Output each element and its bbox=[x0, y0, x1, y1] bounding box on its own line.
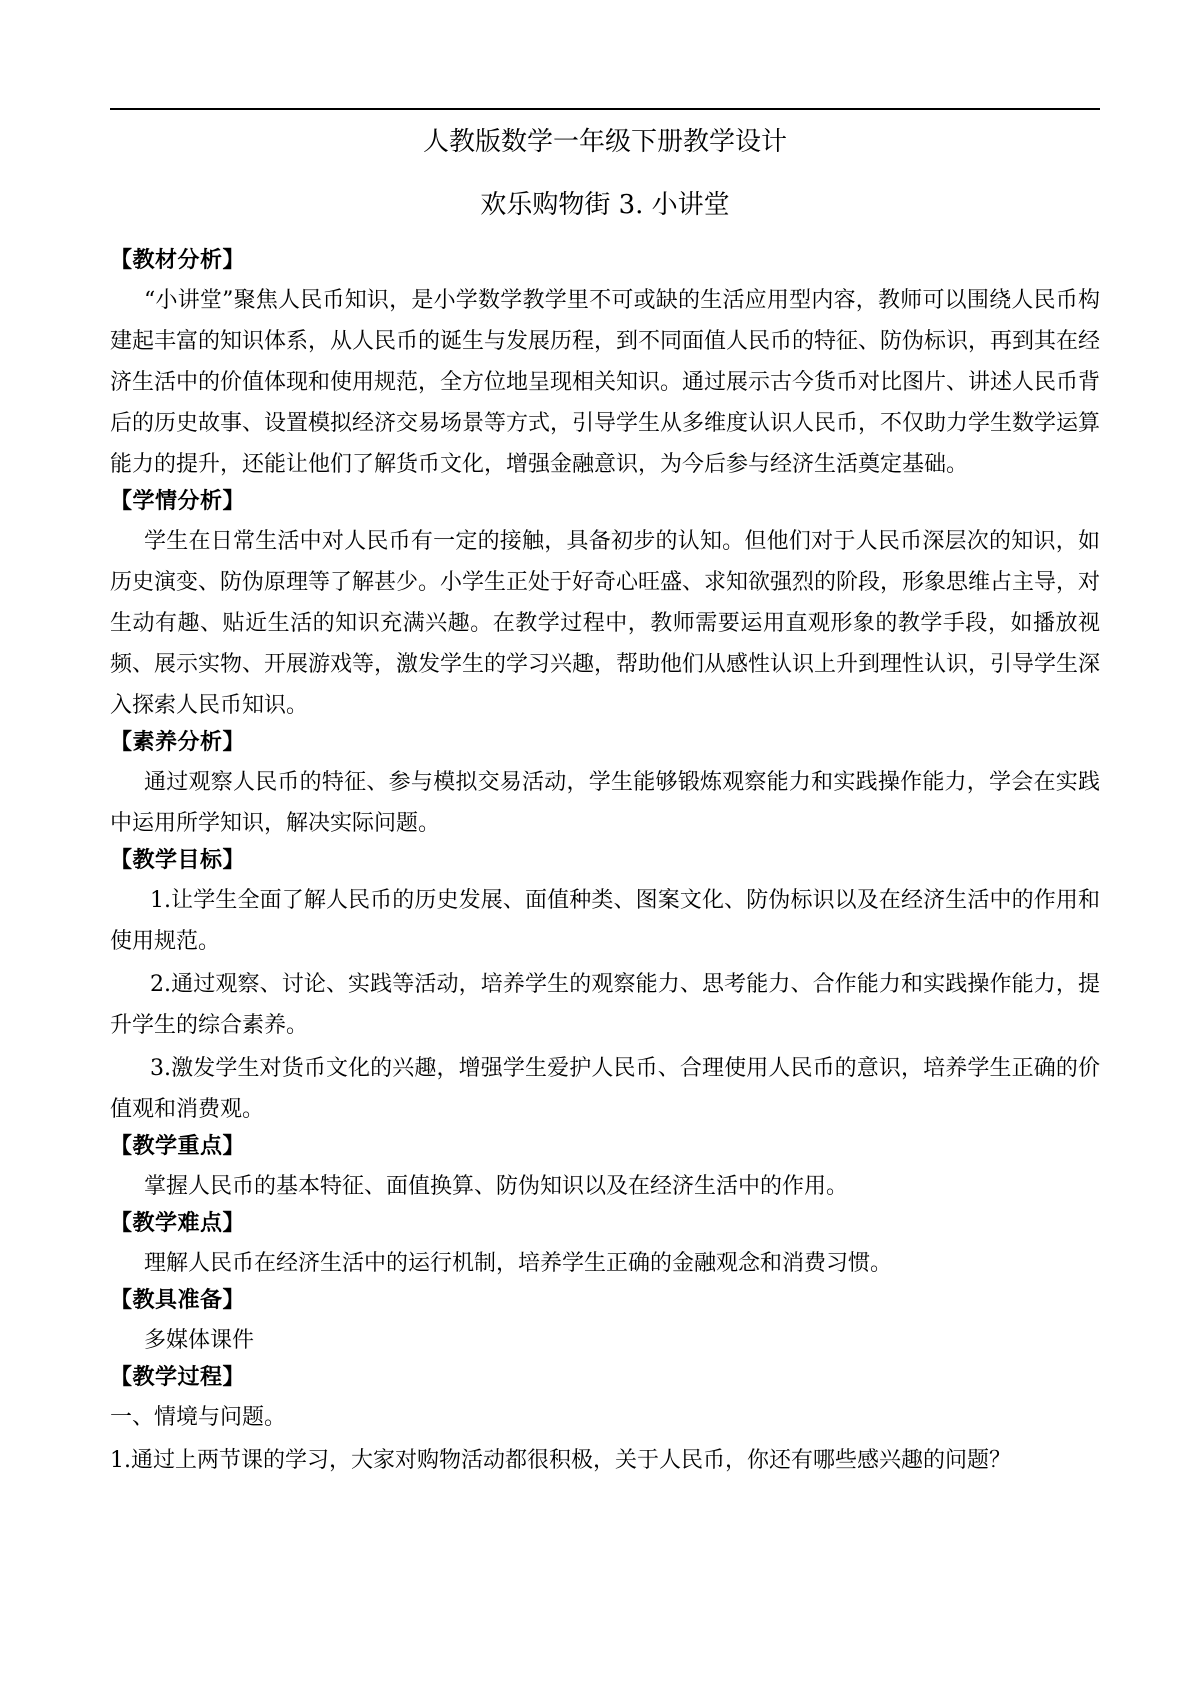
section-paragraph: 学生在日常生活中对人民币有一定的接触，具备初步的认知。但他们对于人民币深层次的知识，如历史演变、防伪原理等了解甚少。小学生正处于好奇心旺盛、求知欲强烈的阶段，形象思维占主导，对生动有趣、贴近生活的知识充满兴趣。在教学过程中，教师需要运用直观形象的教学手段，如播放视频、展示实物、开展游戏等，激发学生的学习兴趣，帮助他们从感性认识上升到理性认识，引导学生深入探索人民币知识。 bbox=[110, 529, 1101, 718]
header-rule bbox=[110, 108, 1100, 110]
process-step-heading: 一、情境与问题。 bbox=[110, 1405, 287, 1430]
document-subtitle: 欢乐购物街 3. 小讲堂 bbox=[480, 190, 730, 220]
document-page bbox=[110, 0, 1100, 1697]
section-teaching-goals bbox=[110, 846, 1100, 1130]
goal-item-1: 1.让学生全面了解人民币的历史发展、面值种类、图案文化、防伪标识以及在经济生活中的作用和使用规范。 bbox=[110, 888, 1100, 954]
section-paragraph: “小讲堂”聚焦人民币知识，是小学数学教学里不可或缺的生活应用型内容，教师可以围绕人民币构建起丰富的知识体系，从人民币的诞生与发展历程，到不同面值人民币的特征、防伪标识，再到其在经济生活中的价值体现和使用规范，全方位地呈现相关知识。通过展示古今货币对比图片、讲述人民币背后的历史故事、设置模拟经济交易场景等方式，引导学生从多维度认识人民币，不仅助力学生数学运算能力的提升，还能让他们了解货币文化，增强金融意识，为今后参与经济生活奠定基础。 bbox=[110, 288, 1101, 477]
section-key-points bbox=[110, 1132, 1100, 1207]
document-body bbox=[110, 246, 1100, 1483]
section-paragraph: 理解人民币在经济生活中的运行机制，培养学生正确的金融观念和消费习惯。 bbox=[144, 1251, 893, 1276]
section-competency-analysis bbox=[110, 728, 1100, 844]
section-paragraph: 多媒体课件 bbox=[144, 1328, 255, 1353]
section-heading: 【教学目标】 bbox=[110, 848, 246, 873]
document-title: 人教版数学一年级下册教学设计 bbox=[422, 127, 787, 157]
section-heading: 【素养分析】 bbox=[110, 730, 246, 755]
goal-item-2: 2.通过观察、讨论、实践等活动，培养学生的观察能力、思考能力、合作能力和实践操作能力，提升学生的综合素养。 bbox=[110, 972, 1100, 1038]
section-textbook-analysis bbox=[110, 246, 1100, 485]
section-heading: 【教学难点】 bbox=[110, 1211, 246, 1236]
section-heading: 【教材分析】 bbox=[110, 248, 246, 273]
process-step-item: 1.通过上两节课的学习，大家对购物活动都很积极，关于人民币，你还有哪些感兴趣的问题？ bbox=[110, 1448, 1011, 1473]
goal-item-3: 3.激发学生对货币文化的兴趣，增强学生爱护人民币、合理使用人民币的意识，培养学生正确的价值观和消费观。 bbox=[110, 1056, 1100, 1122]
section-heading: 【教学重点】 bbox=[110, 1134, 246, 1159]
section-difficulties bbox=[110, 1209, 1100, 1284]
section-materials bbox=[110, 1286, 1100, 1361]
section-heading: 【教学过程】 bbox=[110, 1365, 246, 1390]
section-teaching-process bbox=[110, 1363, 1100, 1481]
section-heading: 【学情分析】 bbox=[110, 489, 246, 514]
section-heading: 【教具准备】 bbox=[110, 1288, 246, 1313]
section-paragraph: 通过观察人民币的特征、参与模拟交易活动，学生能够锻炼观察能力和实践操作能力，学会在实践中运用所学知识，解决实际问题。 bbox=[110, 770, 1100, 836]
section-paragraph: 掌握人民币的基本特征、面值换算、防伪知识以及在经济生活中的作用。 bbox=[144, 1174, 849, 1199]
section-learner-analysis bbox=[110, 487, 1100, 726]
